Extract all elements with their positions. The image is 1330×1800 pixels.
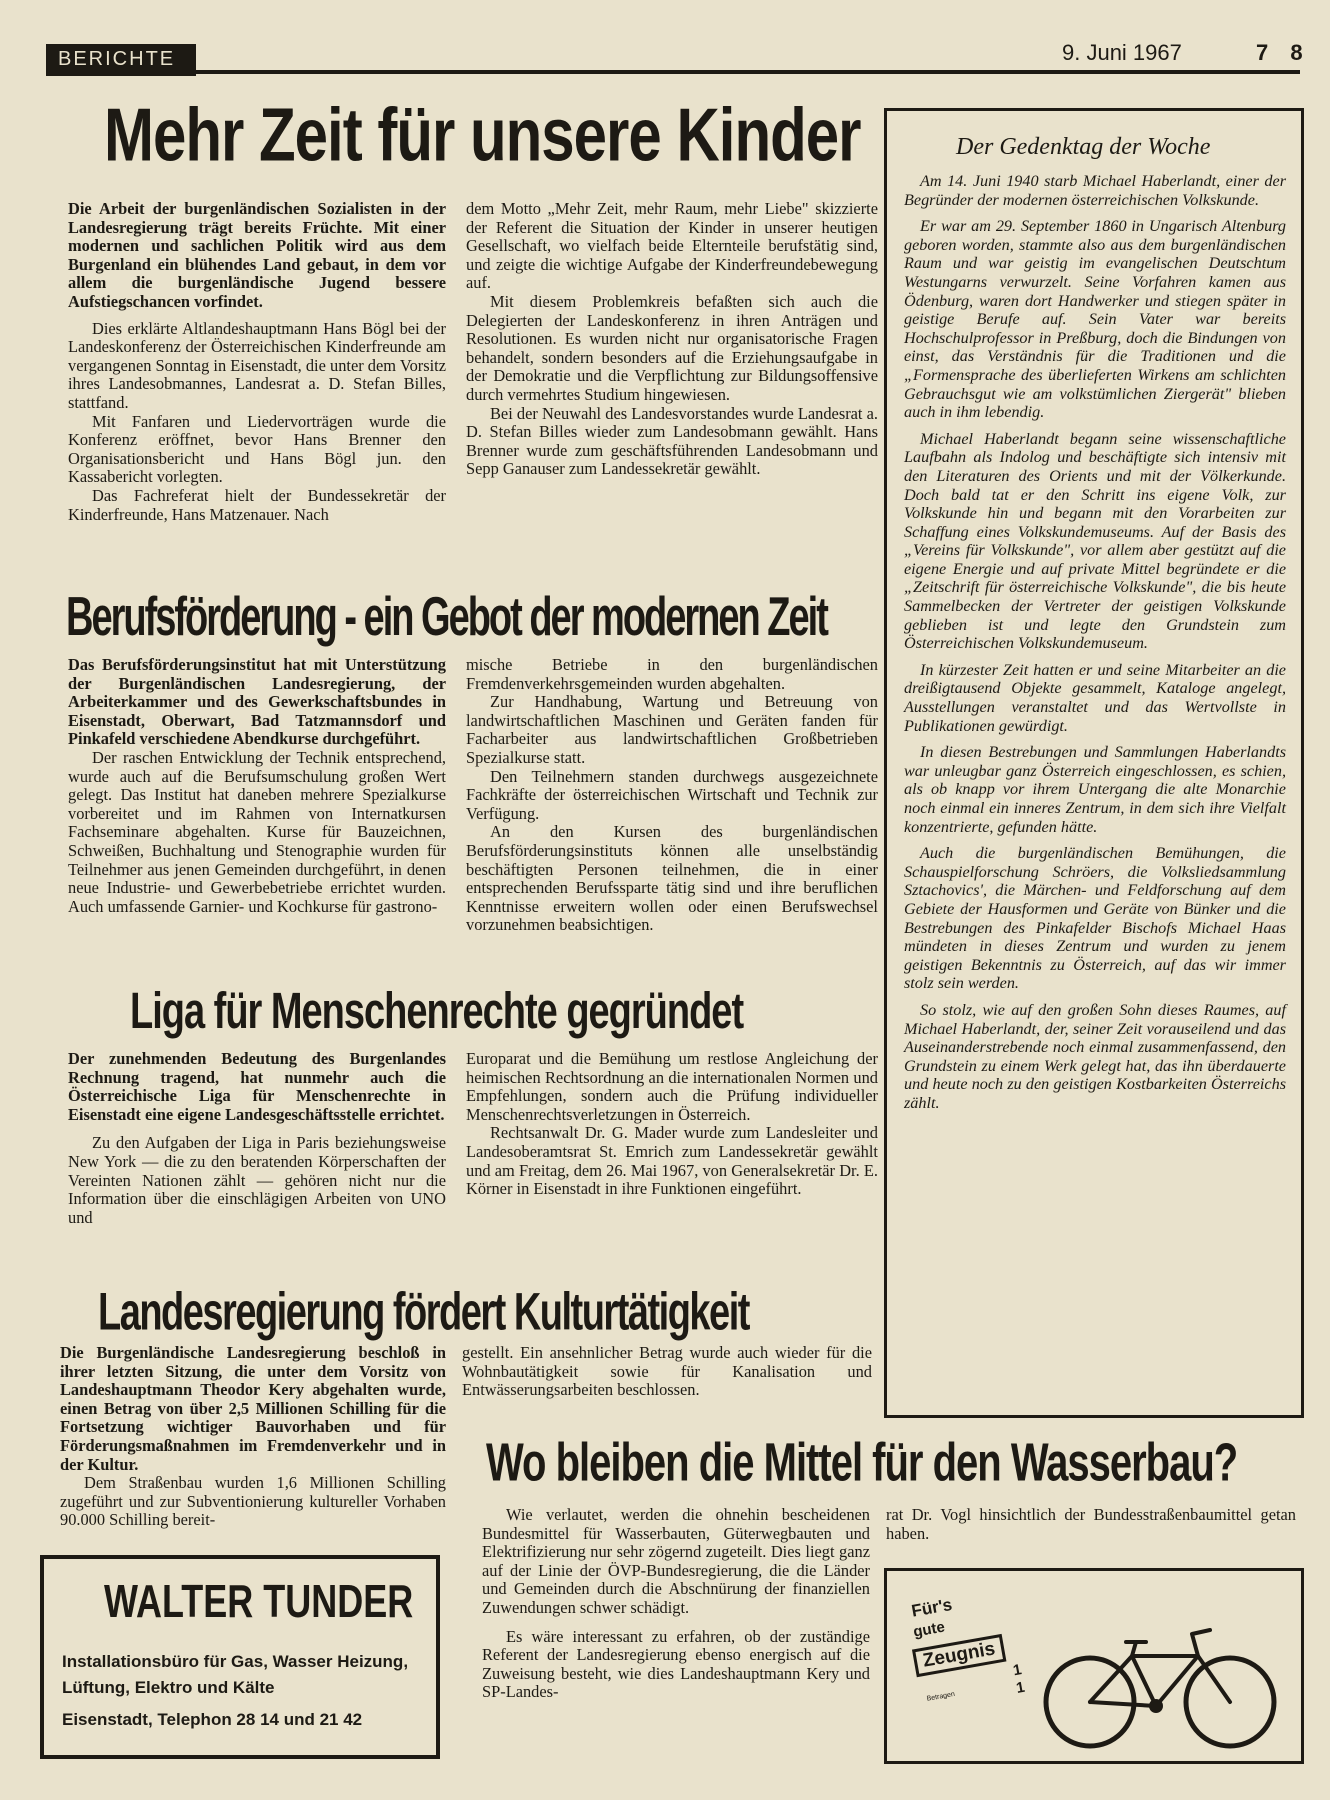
ad-bike-badge-label: Zeugnis [912, 1634, 1006, 1677]
headline-article5: Wo bleiben die Mittel für den Wasserbau? [486, 1433, 1238, 1493]
ad-bike-small: Betragen [926, 1690, 956, 1703]
paragraph: Die Burgenländische Landesregierung beschloß in ihrer letzten Sitzung, die unter dem Vorsitz von Landeshauptmann Theodor Kery abgehalten wurde, einen Betrag von über 2,5 Millionen Schilling für die Fortsetzung wichtiger Bauvorhaben und für Förderungsmaßnahmen im Fremdenverkehr und in der Kultur. [60, 1343, 446, 1474]
paragraph: Das Berufsförderungsinstitut hat mit Unterstützung der Burgenländischen Landesregierung, der Arbeiterkammer und des Gewerkschaftsbundes in Eisenstadt, Oberwart, Bad Tatzmannsdorf und Pinkafeld verschiedene Abendkurse durchgeführt. [68, 655, 446, 749]
article3-col1 [68, 1050, 446, 1227]
paragraph: Am 14. Juni 1940 starb Michael Haberlandt, einer der Begründer der modernen österreichischen Volkskunde. [904, 172, 1286, 209]
ad-tunder-name: WALTER TUNDER [104, 1574, 414, 1628]
paragraph: Das Fachreferat hielt der Bundessekretär der Kinderfreunde, Hans Matzenauer. Nach [68, 485, 446, 524]
article2-col2 [466, 656, 878, 935]
paragraph: Dies erklärte Altlandeshauptmann Hans Bögl bei der Landeskonferenz der Österreichischen Kinderfreunde am vergangenen Sonntag in Eisenstadt, die unter dem Vorsitz ihres Landesobmannes, Landesrat a. D. Stefan Billes, stattfand. [68, 318, 446, 412]
paragraph: Er war am 29. September 1860 in Ungarisch Altenburg geboren worden, stammte also aus dem burgenländischen Raum und war geistig im evangelischen Deutschtum Westungarns verwurzelt. Seine Vorfahren kamen aus Ödenburg, waren dort Handwerker und stiegen später in geistige Berufe auf. Sein Vater war bereits Hochschulprofessor in Preßburg, doch die Bindungen von einst, das Verständnis für die Traditionen und die „Formensprache des überlieferten Wirkens am schlichten Gebrauchsgut wie am volkstümlichen Ziergerät" blieben auch in ihm lebendig. [904, 217, 1286, 422]
article2-col1 [68, 656, 446, 916]
paragraph: Zur Handhabung, Wartung und Betreuung von landwirtschaftlichen Maschinen und Geräten fanden für Facharbeiter aus landwirtschaftlichen Großbetrieben Spezialkurse statt. [466, 692, 878, 767]
ad-bike-grade-1: 1 [1011, 1661, 1023, 1680]
section-label: BERICHTE [58, 48, 176, 70]
paragraph: Rechtsanwalt Dr. G. Mader wurde zum Landesleiter und Landesoberamtsrat St. Emrich zum Landessekretär gewählt und am Freitag, dem 26. Mai 1967, von Generalsekretär Dr. E. Körner in Eisenstadt in ihre Funktionen eingeführt. [466, 1123, 878, 1199]
issue-date: 9. Juni 1967 [1062, 40, 1182, 65]
sidebar-text [904, 172, 1286, 1113]
paragraph: Michael Haberlandt begann seine wissenschaftliche Laufbahn als Indolog und beschäftigte sich intensiv mit den Literaturen des Orients und mit der Völkerkunde. Doch bald tat er den Schritt ins eigene Volk, zur Volkskunde hin und begann mit den Vorarbeiten zur Schaffung eines Volkskundemuseums. Auf der Basis des „Vereins für Volkskunde", vor allem aber gestützt auf die eigene Energie und auf private Mittel begründete er die „Zeitschrift für österreichische Volkskunde", die bis heute Sammelbecken der Vertreter der geistigen Volkskunde geblieben ist und legte den Grundstein zum Österreichischen Volkskundemuseum. [904, 429, 1286, 653]
paragraph: Mit diesem Problemkreis befaßten sich auch die Delegierten der Landeskonferenz in ihren Anträgen und Resolutionen. Es wurden nicht nur organisatorische Fragen behandelt, sondern besonders auf die Erziehungsaufgabe in der Demokratie und die Verpflichtung zur Bildungsoffensive durch vermehrtes Studium hingewiesen. [466, 291, 878, 404]
article1-col1 [68, 200, 446, 524]
article5-col1 [482, 1506, 870, 1702]
article4-col2 [462, 1344, 872, 1400]
paragraph: Den Teilnehmern standen durchwegs ausgezeichnete Fachkräfte der österreichischen Wirtschaft und Technik zur Verfügung. [466, 766, 878, 823]
paragraph: Wie verlautet, werden die ohnehin bescheidenen Bundesmittel für Wasserbauten, Güterwegbauten und Elektrifizierung nur sehr zögernd zugeteilt. Dies liegt ganz auf der Linie der ÖVP-Bundesregierung, die die Länder und Gemeinden durch die Abschnürung der finanziellen Zuwendungen schwer schädigt. [482, 1505, 870, 1617]
paragraph: Europarat und die Bemühung um restlose Angleichung der heimischen Rechtsordnung an die internationalen Normen und Empfehlungen, sondern auch die Prüfung individueller Menschenrechtsverletzungen in Österreich. [466, 1049, 878, 1124]
paragraph: Es wäre interessant zu erfahren, ob der zuständige Referent der Landesregierung ebenso energisch auf die Zuweisung besteht, wie dies Landeshauptmann Kery und SP-Landes- [482, 1626, 870, 1702]
article1-col2 [466, 200, 878, 479]
paragraph: gestellt. Ein ansehnlicher Betrag wurde auch wieder für die Wohnbautätigkeit sowie für Kanalisation und Entwässerungsarbeiten beschlossen. [462, 1343, 872, 1400]
sidebar-title: Der Gedenktag der Woche [956, 134, 1211, 160]
header-rule [196, 70, 1300, 74]
headline-article4: Landesregierung fördert Kulturtätigkeit [98, 1283, 749, 1342]
headline-article3: Liga für Menschenrechte gegründet [130, 983, 744, 1040]
article3-col2 [466, 1050, 878, 1199]
ad-tunder-line2: Lüftung, Elektro und Kälte [62, 1678, 275, 1697]
paragraph: In diesen Bestrebungen und Sammlungen Haberlandts war unleugbar ganz Österreich eingeschlossen, es schien, als ob knapp vor ihrem Untergang die alte Monarchie noch einmal ein inneres Zentrum, in dem sich ihre Vielfalt konzentrierte, gefunden hätte. [904, 743, 1286, 836]
article5-col2 [886, 1506, 1296, 1543]
paragraph: rat Dr. Vogl hinsichtlich der Bundesstraßenbaumittel getan haben. [886, 1505, 1296, 1543]
headline-article2: Berufsförderung - ein Gebot der modernen Zeit [66, 587, 827, 648]
paragraph: Bei der Neuwahl des Landesvorstandes wurde Landesrat a. D. Stefan Billes wieder zum Landesobmann gewählt. Hans Brenner wurde zum geschäftsführenden Landesobmann und Sepp Ganauser zum Landessekretär gewählt. [466, 403, 878, 479]
bicycle-icon [1040, 1616, 1280, 1752]
paragraph: Der raschen Entwicklung der Technik entsprechend, wurde auch auf die Berufsumschulung großen Wert gelegt. Das Institut hat daneben mehrere Spezialkurse vorbereitet und im Rahmen von Internatkursen Fachseminare abgehalten. Kurse für Bauzeichnen, Schweißen, Buchhaltung und Stenographie wurden für Teilnehmer aus jenen Gemeinden durchgeführt, in denen neue Industrie- und Gewerbebetriebe errichtet wurden. Auch umfassende Garnier- und Kochkurse für gastrono- [68, 747, 446, 916]
paragraph: mische Betriebe in den burgenländischen Fremdenverkehrsgemeinden wurden abgehalten. [466, 655, 878, 693]
paragraph: An den Kursen des burgenländischen Berufsförderungsinstituts können alle unselbständig beschäftigten Personen teilnehmen, die in einer entsprechenden Berufssparte tätig sind und ihre beruflichen Kenntnisse erweitern wollen oder einen Berufswechsel vorzunehmen beabsichtigen. [466, 822, 878, 935]
ad-bike-text1: Für's [910, 1594, 954, 1621]
paragraph: Auch die burgenländischen Bemühungen, die Schauspielforschung Schröers, die Volksliedsammlung Sztachovics', die Märchen- und Feldforschung auf dem Gebiete der Hausformen und Geräte von Bünker und die Bestrebungen des Pinkafelder Bischofs Michael Haas mündeten in dieses Zentrum und wurden zu jenem geistigen Bekenntnis zu Österreich, auf das wir immer stolz sein werden. [904, 844, 1286, 993]
paragraph: Dem Straßenbau wurden 1,6 Millionen Schilling zugeführt und zur Subventionierung kultureller Vorhaben 90.000 Schilling bereit- [60, 1473, 446, 1530]
ad-bike-grade-2: 1 [1014, 1678, 1027, 1697]
paragraph: Zu den Aufgaben der Liga in Paris beziehungsweise New York — die zu den beratenden Körperschaften der Vereinten Nationen zählt — gehören nicht nur die Information über die einschlägigen Arbeiten von UNO und [68, 1133, 446, 1227]
paragraph: Die Arbeit der burgenländischen Sozialisten in der Landesregierung trägt bereits Früchte. Mit einer modernen und sachlichen Politik wird aus dem Burgenland ein blühendes Land gebaut, in dem vor allem die burgenländische Jugend bessere Aufstiegschancen vorfindet. [68, 199, 446, 311]
paragraph: dem Motto „Mehr Zeit, mehr Raum, mehr Liebe" skizzierte der Referent die Situation der Kinder in unserer heutigen Gesellschaft, wo vielfach beide Elternteile berufstätig sind, und zeigte die wichtige Aufgabe der Kinderfreundebewegung auf. [466, 199, 878, 293]
ad-tunder-line1: Installationsbüro für Gas, Wasser Heizung, [62, 1652, 409, 1671]
paragraph: Der zunehmenden Bedeutung des Burgenlandes Rechnung tragend, hat nunmehr auch die Österreichische Liga für Menschenrechte in Eisenstadt eine eigene Landesgeschäftsstelle errichtet. [68, 1049, 446, 1124]
article4-col1 [60, 1344, 446, 1530]
headline-article1: Mehr Zeit für unsere Kinder [104, 93, 861, 177]
ad-bike-text2: gute [912, 1618, 947, 1641]
page-number: 7 8 [1256, 40, 1311, 65]
ad-tunder-line3: Eisenstadt, Telephon 28 14 und 21 42 [62, 1710, 363, 1729]
paragraph: In kürzester Zeit hatten er und seine Mitarbeiter an die dreißigtausend Objekte gesammelt, Kataloge angelegt, Ausstellungen veranstaltet und das Wertvollste in Publikationen gewürdigt. [904, 660, 1286, 735]
paragraph: Mit Fanfaren und Liedervorträgen wurde die Konferenz eröffnet, bevor Hans Brenner den Organisationsbericht und Hans Bögl jun. den Kassabericht vorlegten. [68, 411, 446, 487]
paragraph: So stolz, wie auf den großen Sohn dieses Raumes, auf Michael Haberlandt, der, seiner Zeit vorauseilend und das Auseinanderstrebende noch einmal zusammenfassend, den Grundstein zu einem Werk gelegt hat, das ihn überdauerte und heute noch zu den geistigen Kostbarkeiten Österreichs zählt. [904, 1000, 1286, 1112]
